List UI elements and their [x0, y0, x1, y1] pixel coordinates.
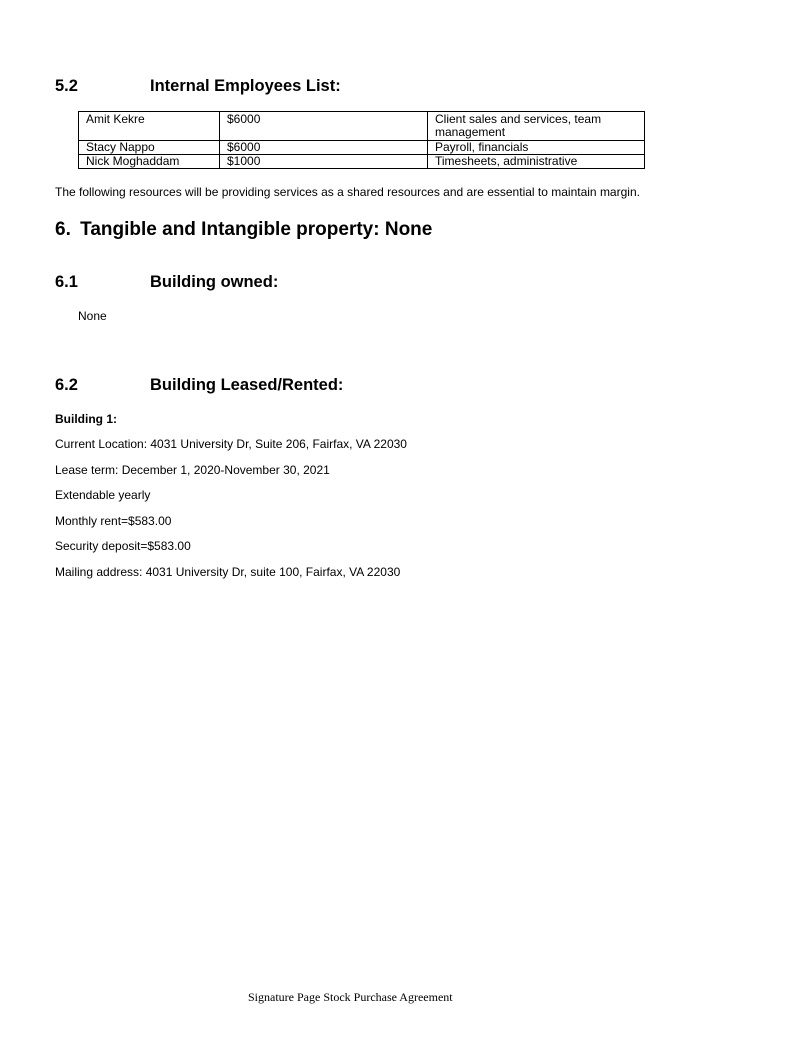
employee-amount: $6000: [220, 141, 428, 155]
section-6-2-heading: [55, 376, 455, 396]
page-footer: Signature Page Stock Purchase Agreement: [248, 990, 453, 1004]
monthly-rent: Monthly rent=$583.00: [55, 514, 172, 528]
section-title: Building Leased/Rented:: [150, 376, 344, 394]
extendable-note: Extendable yearly: [55, 488, 151, 502]
table-row: [79, 155, 645, 169]
table-row: [79, 141, 645, 155]
employee-name: Nick Moghaddam: [79, 155, 220, 169]
section-6-1-heading: [55, 273, 455, 293]
section-number: 5.2: [55, 77, 78, 95]
employee-amount: $1000: [220, 155, 428, 169]
employee-name: Amit Kekre: [79, 112, 220, 141]
shared-resources-note: The following resources will be providing services as a shared resources and are essential to maintain margin.: [55, 185, 640, 199]
employee-amount: $6000: [220, 112, 428, 141]
employee-role: Timesheets, administrative: [428, 155, 645, 169]
section-number: 6.: [55, 219, 71, 240]
section-6-heading: [55, 219, 432, 241]
security-deposit: Security deposit=$583.00: [55, 539, 191, 553]
employees-table: [78, 111, 645, 169]
mailing-address: Mailing address: 4031 University Dr, suite 100, Fairfax, VA 22030: [55, 565, 401, 579]
table-row: [79, 112, 645, 141]
building-owned-body: None: [78, 309, 107, 323]
building-label: Building 1:: [55, 412, 117, 426]
section-title: Internal Employees List:: [150, 77, 341, 95]
lease-term: Lease term: December 1, 2020-November 30, 2021: [55, 463, 330, 477]
section-title: Tangible and Intangible property: None: [80, 219, 433, 240]
section-title: Building owned:: [150, 273, 279, 291]
current-location: Current Location: 4031 University Dr, Suite 206, Fairfax, VA 22030: [55, 437, 407, 451]
section-number: 6.1: [55, 273, 78, 291]
section-5-2-heading: [55, 77, 455, 97]
employee-role: Payroll, financials: [428, 141, 645, 155]
section-number: 6.2: [55, 376, 78, 394]
employee-name: Stacy Nappo: [79, 141, 220, 155]
employee-role: Client sales and services, team management: [428, 112, 645, 141]
